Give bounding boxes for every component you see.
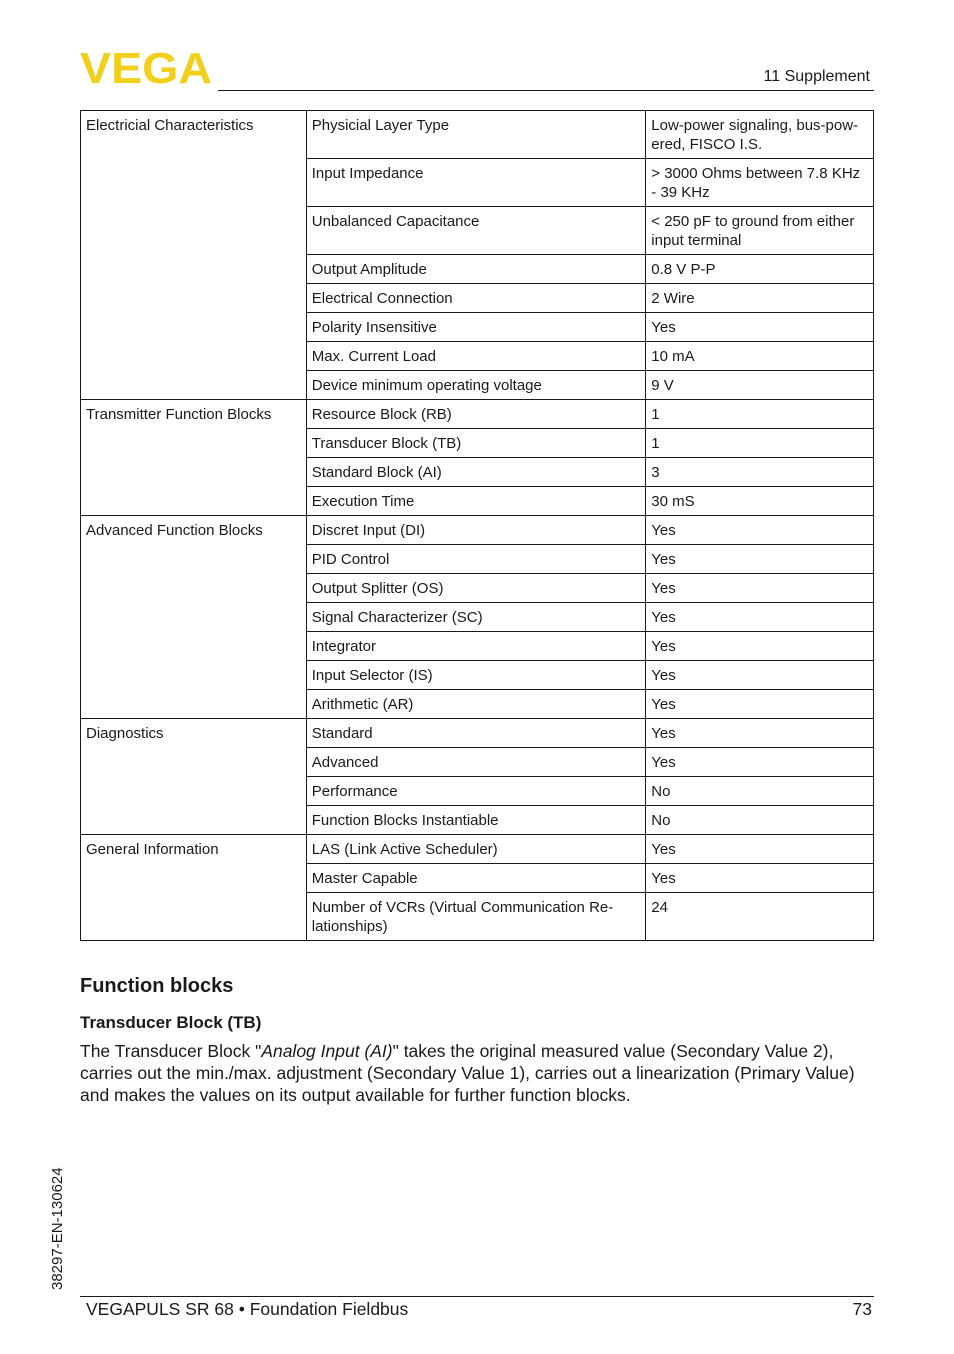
value-cell: 1 [646, 429, 874, 458]
parameter-cell: Max. Current Load [306, 342, 646, 371]
logo-text: VEGA [80, 50, 212, 84]
value-cell: Yes [646, 748, 874, 777]
value-cell: Yes [646, 603, 874, 632]
parameter-cell: Device minimum operating voltage [306, 371, 646, 400]
parameter-cell: PID Control [306, 545, 646, 574]
parameter-cell: Advanced [306, 748, 646, 777]
parameter-cell: Unbalanced Capacitance [306, 207, 646, 255]
parameter-cell: Master Capable [306, 864, 646, 893]
value-cell: > 3000 Ohms between 7.8 KHz - 39 KHz [646, 159, 874, 207]
table-row [81, 111, 874, 159]
value-cell: Yes [646, 719, 874, 748]
parameter-cell: Input Selector (IS) [306, 661, 646, 690]
value-cell: 30 mS [646, 487, 874, 516]
parameter-cell: Execution Time [306, 487, 646, 516]
page-number: 73 [852, 1299, 872, 1319]
value-cell: 2 Wire [646, 284, 874, 313]
table-row [81, 400, 874, 429]
footer-product: VEGAPULS SR 68 • Foundation Fieldbus [86, 1299, 409, 1319]
parameter-cell: LAS (Link Active Scheduler) [306, 835, 646, 864]
parameter-cell: Electrical Connection [306, 284, 646, 313]
footer-divider [80, 1296, 874, 1297]
value-cell: < 250 pF to ground from either input terminal [646, 207, 874, 255]
parameter-cell: Input Impedance [306, 159, 646, 207]
category-cell: Electricial Characteristics [81, 111, 307, 400]
parameter-cell: Standard [306, 719, 646, 748]
category-cell: Transmitter Function Blocks [81, 400, 307, 516]
category-cell: Diagnostics [81, 719, 307, 835]
section-title: Function blocks [80, 975, 234, 997]
value-cell: 24 [646, 893, 874, 941]
parameter-cell: Performance [306, 777, 646, 806]
value-cell: Yes [646, 632, 874, 661]
parameter-cell: Signal Characterizer (SC) [306, 603, 646, 632]
header-divider [218, 90, 874, 91]
value-cell: No [646, 777, 874, 806]
value-cell: Yes [646, 545, 874, 574]
value-cell: Yes [646, 835, 874, 864]
parameter-cell: Integrator [306, 632, 646, 661]
parameter-cell: Output Splitter (OS) [306, 574, 646, 603]
value-cell: No [646, 806, 874, 835]
value-cell: 1 [646, 400, 874, 429]
value-cell: Yes [646, 574, 874, 603]
value-cell: 10 mA [646, 342, 874, 371]
value-cell: 9 V [646, 371, 874, 400]
parameter-cell: Resource Block (RB) [306, 400, 646, 429]
value-cell: Yes [646, 864, 874, 893]
paragraph-prefix: The Transducer Block " [80, 1041, 262, 1061]
category-cell: Advanced Function Blocks [81, 516, 307, 719]
table-row [81, 516, 874, 545]
parameter-cell: Physicial Layer Type [306, 111, 646, 159]
parameter-cell: Standard Block (AI) [306, 458, 646, 487]
parameter-cell: Function Blocks Instantiable [306, 806, 646, 835]
parameter-cell: Number of VCRs (Virtual Communication Re-lationships) [306, 893, 646, 941]
value-cell: Yes [646, 516, 874, 545]
section-label: 11 Supplement [763, 68, 870, 85]
value-cell: Low-power signaling, bus-pow-ered, FISCO I.S. [646, 111, 874, 159]
vega-logo [80, 50, 212, 84]
value-cell: Yes [646, 313, 874, 342]
parameter-cell: Output Amplitude [306, 255, 646, 284]
value-cell: 3 [646, 458, 874, 487]
document-id: 38297-EN-130624 [49, 1167, 66, 1290]
paragraph-suffix: " takes the original measured value (Secondary Value 2), carries out the min./max. adjustment (Secondary Value 1), carries out a linearization (Primary Value) and makes the values on its output available for further function blocks. [80, 1041, 855, 1105]
value-cell: 0.8 V P-P [646, 255, 874, 284]
category-cell: General Information [81, 835, 307, 941]
description-paragraph [80, 1040, 880, 1106]
parameter-cell: Discret Input (DI) [306, 516, 646, 545]
table-row [81, 719, 874, 748]
sub-title: Transducer Block (TB) [80, 1013, 262, 1032]
specifications-table [80, 110, 874, 941]
parameter-cell: Arithmetic (AR) [306, 690, 646, 719]
table-row [81, 835, 874, 864]
parameter-cell: Polarity Insensitive [306, 313, 646, 342]
parameter-cell: Transducer Block (TB) [306, 429, 646, 458]
value-cell: Yes [646, 661, 874, 690]
value-cell: Yes [646, 690, 874, 719]
paragraph-emphasis: Analog Input (AI) [261, 1041, 393, 1061]
